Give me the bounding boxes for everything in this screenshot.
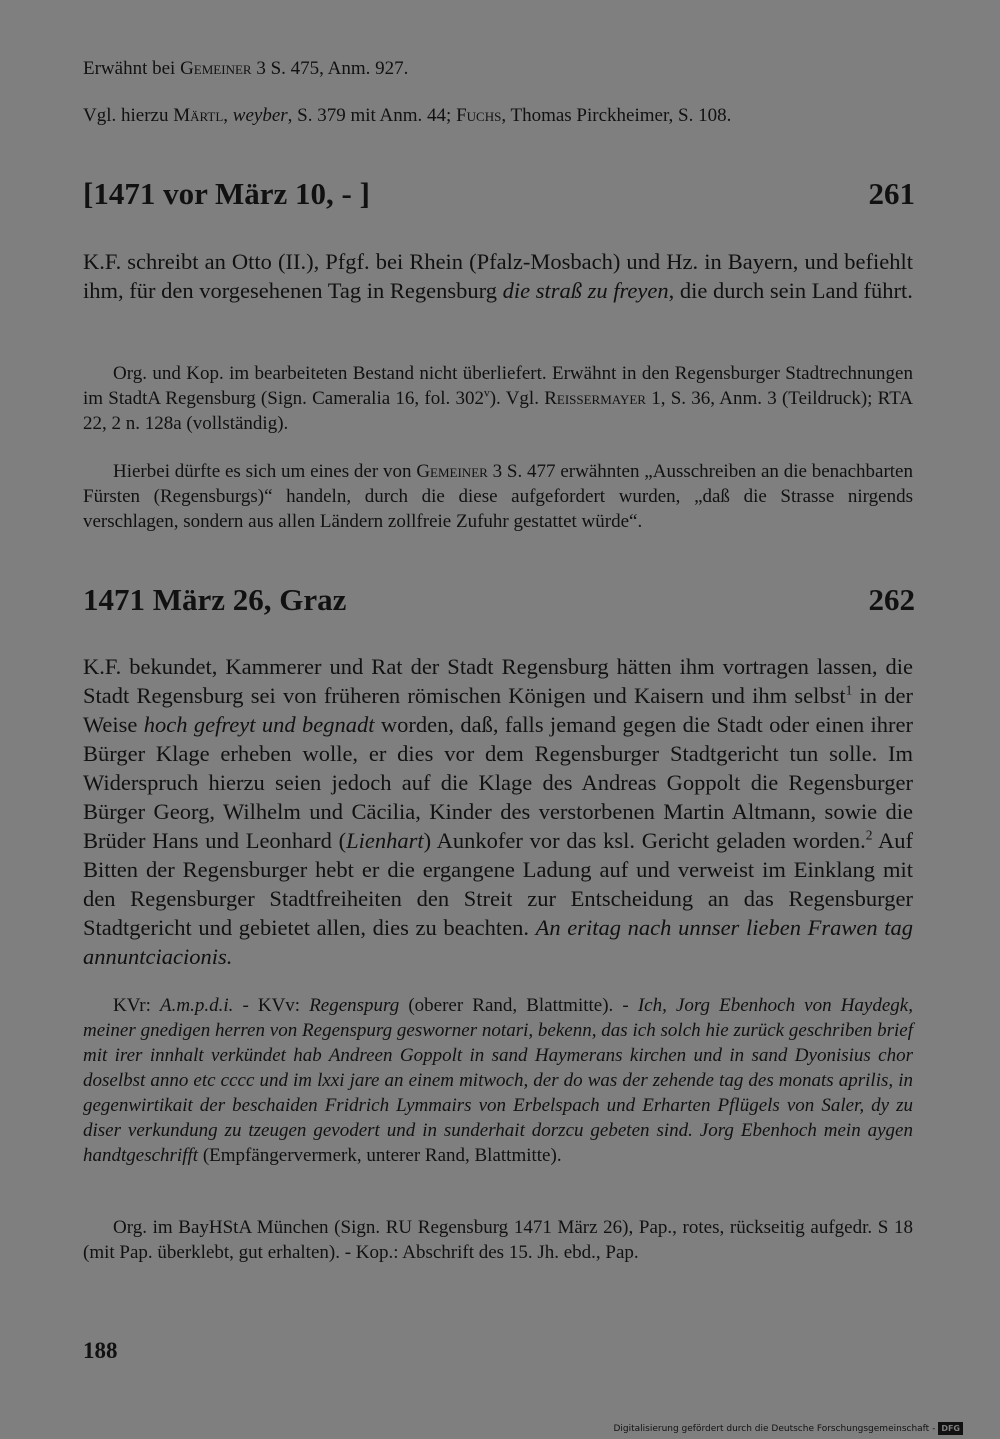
page-number: 188 xyxy=(83,1338,118,1363)
entry-261-note-1: Org. und Kop. im bearbeiteten Bestand nicht überliefert. Erwähnt in den Regensburger Stadtrechnungen im StadtA Regensburg (Sign. Cameralia 16, fol. 302$^v$). Vgl. Reissermayer 1, S. 36, Anm. 3 (Teildruck); RTA 22, 2 n. 128a (vollständig). xyxy=(83,363,914,434)
reference-line-2: Vgl. hierzu Märtl, weyber, S. 379 mit Anm. 44; Fuchs, Thomas Pirckheimer, S. 108. xyxy=(83,105,732,126)
entry-261-regest: K.F. schreibt an Otto (II.), Pfgf. bei Rhein (Pfalz-Mosbach) und Hz. in Bayern, und befiehlt ihm, für den vorgesehenen Tag in Regensburg die straß zu freyen, die durch sein Land führt. xyxy=(83,249,913,303)
entry-262-heading xyxy=(83,582,915,618)
entry-date-heading: 1471 März 26, Graz xyxy=(83,582,347,617)
footer-text: Digitalisierung gefördert durch die Deutsche Forschungsgemeinschaft - xyxy=(613,1423,936,1434)
entry-number: 261 xyxy=(868,176,915,211)
dfg-logo-icon: DFG xyxy=(938,1422,963,1435)
entry-262-regest: K.F. bekundet, Kammerer und Rat der Stadt Regensburg hätten ihm vortragen lassen, die Stadt Regensburg sei von früheren römischen Königen und Kaisern und ihm selbst$^1$ in der Weise hoch gefreyt und begnadt worden, daß, falls jemand gegen die Stadt oder einen ihrer Bürger Klage erheben wolle, er dies vor dem Regensburger Stadtgericht tun solle. Im Widerspruch hierzu seien jedoch auf die Klage des Andreas Goppolt die Regensburger Bürger Georg, Wilhelm und Cäcilia, Kinder des verstorbenen Martin Altmann, sowie die Brüder Hans und Leonhard (Lienhart) Aunkofer vor das ksl. Gericht geladen worden.$^2$ Auf Bitten der Regensburger hebt er die ergangene Ladung auf und verweist im Einklang mit den Regensburger Stadtfreiheiten den Streit zur Entscheidung an das Regensburger Stadtgericht und gebietet allen, dies zu beachten. An eritag nach unnser lieben Frawen tag annuntciacionis. xyxy=(83,654,914,969)
entry-date-heading: [1471 vor März 10, - ] xyxy=(83,176,370,211)
reference-line-1: Erwähnt bei Gemeiner 3 S. 475, Anm. 927. xyxy=(83,58,409,79)
entry-262-note-1: KVr: A.m.p.d.i. - KVv: Regenspurg (oberer Rand, Blattmitte). - Ich, Jorg Ebenhoch von Haydegk, meiner gnedigen herren von Regenspurg gesworner notari, bekenn, das ich solch hie zurück geschriben brief mit irer innhalt verkündet hab Andreen Goppolt in sand Haymerans kirchen und in sand Dyonisius chor doselbst anno etc cccc und im lxxi jare an einem mitwoch, der do was der zehende tag des monats aprilis, in gegenwirtikait der beschaiden Fridrich Lymmairs von Erbelspach und Erharten Pflügels von Saler, dy zu diser verkundung zu tzeugen gevodert und in sunderhait dorzcu gebeten sind. Jorg Ebenhoch mein aygen handtgeschrifft (Empfängervermerk, unterer Rand, Blattmitte). xyxy=(83,995,913,1166)
entry-number: 262 xyxy=(868,582,915,617)
entry-261-heading xyxy=(83,176,915,212)
entry-261-note-2: Hierbei dürfte es sich um eines der von Gemeiner 3 S. 477 erwähnten „Ausschreiben an die benachbarten Fürsten (Regensburgs)“ handeln, durch die diese aufgefordert wurden, „daß die Strasse nirgends verschlagen, sondern aus allen Ländern zollfreie Zufuhr gestattet würde“. xyxy=(83,461,913,532)
footer-credit xyxy=(613,1422,963,1435)
footnote-marker: 2 xyxy=(865,827,873,843)
entry-262-note-2: Org. im BayHStA München (Sign. RU Regensburg 1471 März 26), Pap., rotes, rückseitig aufgedr. S 18 (mit Pap. überklebt, gut erhalten). - Kop.: Abschrift des 15. Jh. ebd., Pap. xyxy=(83,1217,913,1263)
footnote-marker: 1 xyxy=(845,682,853,698)
